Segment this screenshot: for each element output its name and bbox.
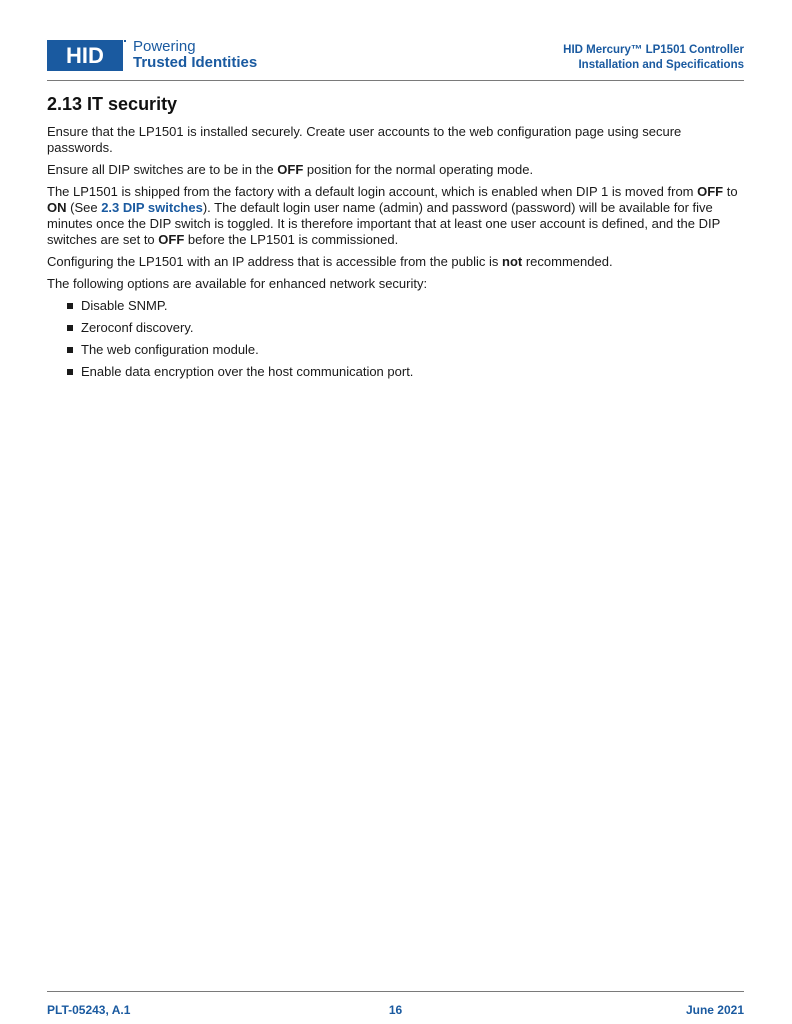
tagline-line-1: Powering [133, 38, 196, 55]
page-header [47, 38, 744, 81]
list-item [47, 320, 747, 336]
paragraph-default-login [47, 184, 747, 248]
hid-logo [47, 40, 127, 71]
svg-text:HID: HID [66, 43, 104, 68]
list-item [47, 364, 747, 380]
text-run: Configuring the LP1501 with an IP address that is accessible from the public is [47, 254, 503, 269]
paragraph-options-intro: The following options are available for enhanced network security: [47, 276, 428, 291]
text-run: (See [66, 200, 102, 215]
square-bullet-icon [67, 303, 73, 309]
emphasis-off: OFF [697, 184, 724, 199]
document-title [563, 43, 744, 73]
paragraph-public-ip [47, 254, 747, 270]
list-item [47, 342, 747, 358]
square-bullet-icon [67, 369, 73, 375]
emphasis-not: not [502, 254, 523, 269]
text-run: before the LP1501 is commissioned. [184, 232, 399, 247]
text-run: to [723, 184, 738, 199]
list-item-text: Enable data encryption over the host communication port. [81, 364, 414, 379]
section-heading: 2.13 IT security [47, 94, 178, 114]
publication-date: June 2021 [685, 1003, 744, 1017]
page-footer [47, 991, 744, 1017]
list-item-text: The web configuration module. [81, 342, 259, 357]
emphasis-off: OFF [277, 162, 304, 177]
paragraph-dip-off [47, 162, 747, 178]
tagline-line-2: Trusted Identities [133, 54, 258, 71]
text-run: The LP1501 is shipped from the factory with a default login account, which is enabled when DIP 1 is moved from [47, 184, 698, 199]
document-title-line-1: HID Mercury™ LP1501 Controller [563, 44, 744, 56]
brand-tagline [133, 39, 257, 71]
text-run: position for the normal operating mode. [303, 162, 534, 177]
text-run: recommended. [522, 254, 613, 269]
page-number: 16 [388, 1003, 403, 1017]
square-bullet-icon [67, 325, 73, 331]
emphasis-off: OFF [158, 232, 185, 247]
emphasis-on: ON [47, 200, 67, 215]
paragraph-intro: Ensure that the LP1501 is installed securely. Create user accounts to the web configuration page using secure passwords. [47, 124, 682, 155]
list-item-text: Zeroconf discovery. [81, 320, 194, 335]
security-options-list [47, 298, 747, 380]
list-item [47, 298, 747, 314]
list-item-text: Disable SNMP. [81, 298, 168, 313]
document-title-line-2: Installation and Specifications [578, 59, 744, 71]
dip-switches-link[interactable]: 2.3 DIP switches [101, 200, 203, 215]
text-run: ). The default login user name (admin) and password (password) will be available for five minutes once the DIP switch is toggled. It is therefore important that at least one user account is defined, and the DIP switches are set to [47, 200, 721, 247]
text-run: Ensure all DIP switches are to be in the [47, 162, 278, 177]
square-bullet-icon [67, 347, 73, 353]
document-id: PLT-05243, A.1 [47, 1003, 131, 1017]
main-content [47, 92, 747, 386]
